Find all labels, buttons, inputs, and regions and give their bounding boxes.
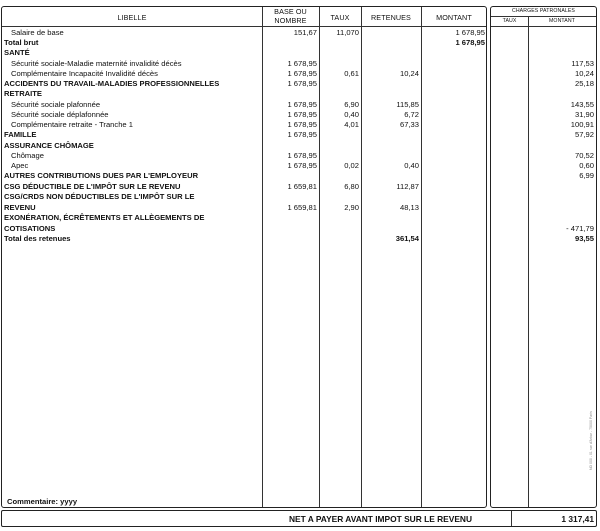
comment: Commentaire: yyyy [7,497,78,506]
employer-row-montant: 57,92 [574,130,594,139]
row-montant: 1 678,95 [455,28,485,37]
employer-row-montant: - 471,79 [566,224,594,233]
row-retenues: 361,54 [395,234,419,243]
row-base: 1 678,95 [287,59,317,68]
row-base: 1 678,95 [287,120,317,129]
row-base: 1 678,95 [287,79,317,88]
net-pay-label: NET A PAYER AVANT IMPOT SUR LE REVENU [289,514,473,524]
employer-row [491,48,596,58]
row-label: Total brut [4,38,39,47]
table-row [2,38,486,48]
employer-row [491,141,596,151]
row-base: 1 678,95 [287,69,317,78]
row-taux: 4,01 [344,120,359,129]
employer-charges-table [490,6,597,508]
employer-row [491,203,596,213]
row-label: CSG DÉDUCTIBLE DE L'IMPÔT SUR LE REVENU [4,182,181,191]
row-base: 1 678,95 [287,161,317,170]
net-pay-bar [1,510,597,527]
employer-row [491,182,596,192]
row-label: CSG/CRDS NON DÉDUCTIBLES DE L'IMPÔT SUR LE [4,192,195,201]
row-taux: 0,61 [344,69,359,78]
payslip-table [1,6,487,508]
employer-row [491,151,596,161]
row-base: 1 659,81 [287,203,317,212]
row-base: 1 659,81 [287,182,317,191]
table-row [2,161,486,171]
employer-row [491,89,596,99]
table-row [2,203,486,213]
row-label: RETRAITE [4,89,42,98]
employer-row [491,161,596,171]
employer-row [491,213,596,223]
row-label: Apec [11,161,29,170]
header-base-line1: BASE OU [274,7,307,16]
table-row [2,224,486,234]
row-retenues: 6,72 [404,110,419,119]
row-base: 1 678,95 [287,110,317,119]
row-label: Total des retenues [4,234,71,243]
table-row [2,89,486,99]
table-row [2,79,486,89]
employer-row [491,234,596,244]
employer-row-montant: 143,55 [570,100,594,109]
row-retenues: 112,87 [396,182,419,191]
row-label: AUTRES CONTRIBUTIONS DUES PAR L'EMPLOYEUR [4,171,199,180]
row-base: 151,67 [293,28,317,37]
row-taux: 0,40 [344,110,359,119]
row-label: Sécurité sociale-Maladie maternité invalidité décès [11,59,182,68]
row-label: Sécurité sociale plafonnée [11,100,101,109]
employer-row [491,171,596,181]
net-pay-value: 1 317,41 [561,514,594,524]
table-row [2,192,486,202]
row-retenues: 67,33 [399,120,419,129]
row-retenues: 48,13 [399,203,419,212]
employer-row-montant: 10,24 [574,69,594,78]
row-label: SANTÉ [4,48,30,57]
row-label: FAMILLE [4,130,37,139]
net-pay-divider [511,511,512,526]
table-row [2,213,486,223]
employer-row [491,79,596,89]
header-libelle: LIBELLE [117,13,147,22]
header-divider [491,16,596,17]
table-row [2,48,486,58]
header-charges-patronales: CHARGES PATRONALES [511,8,575,14]
row-label: Sécurité sociale déplafonnée [11,110,109,119]
employer-row-montant: 93,55 [574,234,594,243]
header-montant: MONTANT [436,13,472,22]
employer-row-montant: 117,53 [571,59,594,68]
table-row [2,171,486,181]
row-taux: 6,90 [344,100,359,109]
row-label: Salaire de base [11,28,64,37]
employer-row-montant: 100,91 [570,120,594,129]
header-divider [491,26,596,27]
table-row [2,130,486,140]
row-taux: 2,90 [344,203,359,212]
row-montant: 1 678,95 [455,38,485,47]
employer-row [491,59,596,69]
row-label: ACCIDENTS DU TRAVAIL-MALADIES PROFESSIONNELLES [4,79,220,88]
row-taux: 6,80 [344,182,359,191]
row-retenues: 115,85 [396,100,419,109]
header-emp-taux: TAUX [502,18,517,24]
row-taux: 0,02 [344,161,359,170]
table-row [2,69,486,79]
table-row [2,59,486,69]
employer-row-montant: 0,60 [579,161,594,170]
row-label: EXONÉRATION, ÉCRÊTEMENTS ET ALLÈGEMENTS DE [4,213,205,222]
employer-row [491,69,596,79]
row-label: Chômage [11,151,44,160]
header-taux: TAUX [330,13,350,22]
table-row [2,141,486,151]
employer-row-montant: 70,52 [574,151,594,160]
employer-row [491,224,596,234]
row-base: 1 678,95 [287,151,317,160]
table-row [2,110,486,120]
employer-row-montant: 31,90 [574,110,594,119]
row-retenues: 10,24 [399,69,419,78]
employer-row [491,130,596,140]
employer-row [491,120,596,130]
table-row [2,151,486,161]
header-emp-montant: MONTANT [549,18,575,24]
row-base: 1 678,95 [287,130,317,139]
header-retenues: RETENUES [371,13,411,22]
table-row [2,100,486,110]
table-row [2,28,486,38]
row-label: Complémentaire retraite - Tranche 1 [11,120,133,129]
table-row [2,182,486,192]
row-base: 1 678,95 [287,100,317,109]
side-note: ND 000 - 01 rue d'Arbar - 75000 Paris [589,411,593,470]
employer-row [491,38,596,48]
employer-row-montant: 25,18 [574,79,594,88]
table-row [2,120,486,130]
employer-row [491,192,596,202]
header-base-line2: NOMBRE [274,16,307,25]
table-row [2,234,486,244]
header-base [262,7,319,25]
row-label: COTISATIONS [4,224,56,233]
header-divider [2,26,486,27]
row-taux: 11,070 [336,28,359,37]
employer-row-montant: 6,99 [579,171,594,180]
row-label: ASSURANCE CHÔMAGE [4,141,94,150]
row-label: Complémentaire Incapacité Invalidité décès [11,69,158,78]
employer-row [491,110,596,120]
employer-row [491,28,596,38]
employer-row [491,100,596,110]
row-retenues: 0,40 [404,161,419,170]
row-label: REVENU [4,203,36,212]
